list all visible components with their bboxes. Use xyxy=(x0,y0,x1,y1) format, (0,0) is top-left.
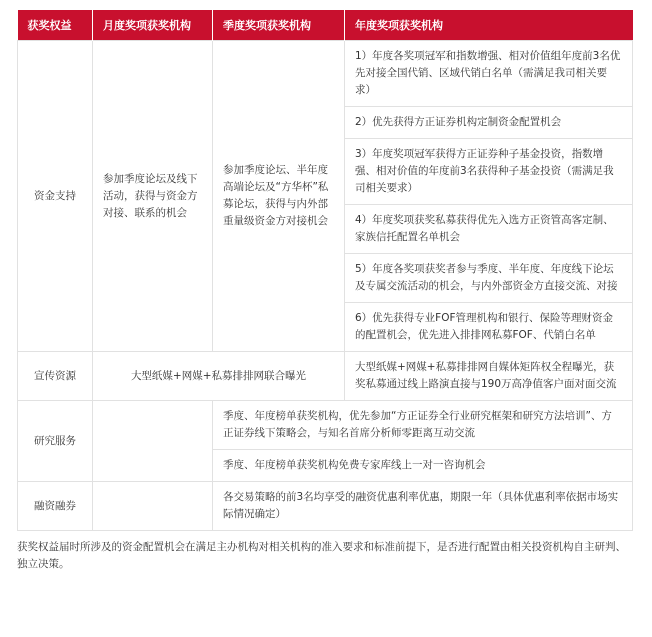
footnote: 获奖权益届时所涉及的资金配置机会在满足主办机构对相关机构的准入要求和标准前提下，是否进行配置由相关投资机构自主研判、独立决策。 xyxy=(17,541,626,570)
table-row xyxy=(18,401,633,450)
category-funding: 资金支持 xyxy=(18,41,93,352)
research-service-item: 季度、年度榜单获奖机构免费专家库线上一对一咨询机会 xyxy=(213,450,633,482)
table-row xyxy=(18,482,633,531)
funding-monthly-cell: 参加季度论坛及线下活动，获得与资金方对接、联系的机会 xyxy=(93,41,213,352)
header-annual: 年度奖项获奖机构 xyxy=(345,10,633,41)
funding-annual-item: 4）年度奖项获奖私募获得优先入选方正资管高客定制、家族信托配置名单机会 xyxy=(345,205,633,254)
funding-annual-item: 3）年度奖项冠军获得方正证券种子基金投资，指数增强、相对价值的年度前3名获得种子基金投资（需满足我司相关要求） xyxy=(345,139,633,205)
category-publicity: 宣传资源 xyxy=(18,352,93,401)
category-financing: 融资融券 xyxy=(18,482,93,531)
research-service-item: 季度、年度榜单获奖机构，优先参加“方正证券全行业研究框架和研究方法培训”、方正证券线下策略会，与知名首席分析师零距离互动交流 xyxy=(213,401,633,450)
table-header-row xyxy=(18,10,633,41)
financing-monthly-empty-cell xyxy=(93,482,213,531)
funding-annual-item: 6）优先获得专业FOF管理机构和银行、保险等理财资金的配置机会，优先进入排排网私募FOF、代销白名单 xyxy=(345,303,633,352)
publicity-monthly-quarterly-cell: 大型纸媒+网媒+私募排排网联合曝光 xyxy=(93,352,345,401)
funding-quarterly-cell: 参加季度论坛、半年度高端论坛及“方华杯”私募论坛，获得与内外部重量级资金方对接机会 xyxy=(213,41,345,352)
header-monthly: 月度奖项获奖机构 xyxy=(93,10,213,41)
funding-annual-item: 5）年度各奖项获奖者参与季度、半年度、年度线下论坛及专属交流活动的机会，与内外部资金方直接交流、对接 xyxy=(345,254,633,303)
publicity-annual-cell: 大型纸媒+网媒+私募排排网自媒体矩阵权全程曝光，获奖私募通过线上路演直接与190万高净值客户面对面交流 xyxy=(345,352,633,401)
rights-table-container xyxy=(17,10,632,573)
table-row xyxy=(18,41,633,107)
category-research: 研究服务 xyxy=(18,401,93,482)
funding-annual-item: 1）年度各奖项冠军和指数增强、相对价值组年度前3名优先对接全国代销、区域代销白名单（需满足我司相关要求） xyxy=(345,41,633,107)
award-rights-table xyxy=(17,10,633,531)
research-monthly-empty-cell xyxy=(93,401,213,482)
header-quarterly: 季度奖项获奖机构 xyxy=(213,10,345,41)
financing-cell: 各交易策略的前3名均享受的融资优惠利率优惠，期限一年（具体优惠利率依据市场实际情况确定） xyxy=(213,482,633,531)
header-rights: 获奖权益 xyxy=(18,10,93,41)
table-row xyxy=(18,352,633,401)
funding-annual-item: 2）优先获得方正证券机构定制资金配置机会 xyxy=(345,107,633,139)
